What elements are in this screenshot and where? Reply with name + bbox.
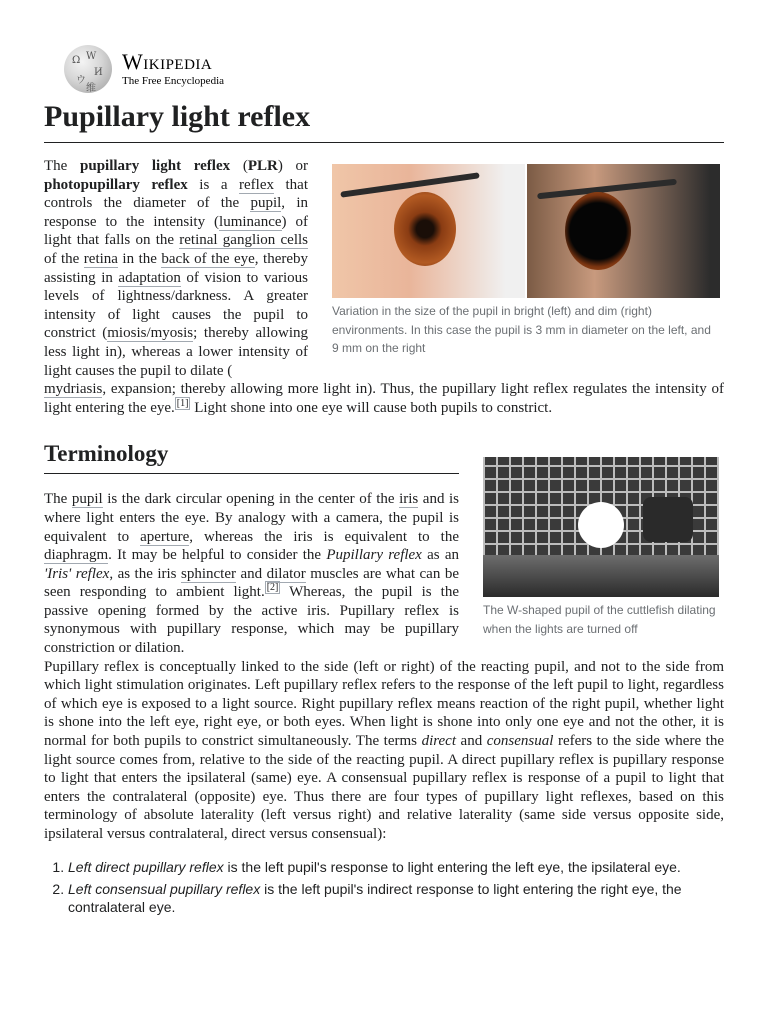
terminology-paragraph-1: The pupil is the dark circular opening in the center of the iris and is where light enters the eye. By analogy with a camera, the pupil is equivalent to aperture, whereas the iris is equivalent to the diaphragm. It may be helpful to consider the Pupillary reflex as an 'Iris' reflex, as the iris sphincter and dilator muscles are what can be seen responding to ambient light. [2] Whereas, the pupil is the passive opening formed by the active iris. Pupillary reflex is synonymous with pupillary response, which may be pupillary constriction or dilation. — [44, 491, 459, 657]
intro-paragraph: The pupillary light reflex (PLR) or photopupillary reflex is a reflex that controls the diameter of the pupil, in response to the intensity (luminance) of light that falls on the retinal ganglion cells of the retina in the back of the eye, thereby assisting in adaptation of vision to various levels of lightness/darkness. A greater intensity of light causes the pupil to constrict (miosis/myosis; thereby allowing less light in), whereas a lower intensity of light causes the pupil to dilate ( — [44, 158, 309, 379]
link-miosis[interactable]: miosis/myosis — [107, 325, 194, 342]
intro-paragraph-wrap — [44, 157, 316, 380]
page-title: Pupillary light reflex — [44, 98, 724, 143]
link-sphincter[interactable]: sphincter — [181, 565, 236, 582]
tagline: The Free Encyclopedia — [122, 75, 225, 87]
link-aperture[interactable]: aperture — [140, 528, 190, 545]
terminology-paragraph-2: Pupillary reflex is conceptually linked to the side (left or right) of the reacting pupil, and not to the side from which light stimulation originates. Left pupillary reflex refers to the response of the left pupil to light, regardless of which eye is exposed to a light source. Right pupillary reflex means reaction of the right pupil, whether light is shone into the left eye, right eye, or both eyes. When light is shone into only one eye and not the other, it is normal for both pupils to constrict simultaneously. The terms direct and consensual refers to the side where the light source comes from, relative to the side of the reacting pupil. A direct pupillary reflex is pupillary response to light that enters the ipsilateral (same) eye. A consensual pupillary reflex is response of a pupil to light that enters the contralateral (opposite) eye. Thus there are four types of pupillary light reflexes, based on this terminology of absolute laterality (left versus right) and relative laterality (same side versus opposite side, ipsilateral versus contralateral, direct versus consensual): — [44, 658, 724, 842]
wordmark: Wikipedia — [122, 49, 213, 74]
reference-2[interactable]: [2] — [266, 582, 279, 594]
link-pupil[interactable]: pupil — [71, 491, 103, 508]
list-item: 2. Left consensual pupillary reflex is the left pupil's indirect response to light entering the right eye, the contralateral eye. — [68, 880, 724, 916]
figure-caption: The W-shaped pupil of the cuttlefish dilating when the lights are turned off — [483, 603, 716, 636]
eye-dim-image — [527, 164, 720, 298]
figure-pupil-variation-image[interactable] — [332, 164, 720, 298]
eye-bright-image — [332, 164, 525, 298]
link-retina[interactable]: retina — [83, 250, 118, 267]
reference-1[interactable]: [1] — [176, 397, 189, 409]
article — [44, 44, 724, 920]
link-back-of-eye[interactable]: back of the eye — [161, 250, 255, 267]
figure-cuttlefish-image[interactable] — [483, 457, 719, 597]
bold-term: pupillary light reflex — [80, 158, 231, 174]
wikipedia-logo[interactable] — [44, 44, 724, 94]
list-item: 1. Left direct pupillary reflex is the left pupil's response to light entering the left eye, the ipsilateral eye. — [68, 858, 724, 876]
figure-pupil-variation — [332, 164, 720, 358]
intro-paragraph-cont: mydriasis, expansion; thereby allowing more light in). Thus, the pupillary light reflex regulates the intensity of light entering the eye. [1] Light shone into one eye will cause both pupils to constrict. — [44, 381, 724, 416]
link-pupil[interactable]: pupil — [250, 195, 282, 212]
link-adaptation[interactable]: adaptation — [118, 269, 181, 286]
link-iris[interactable]: iris — [399, 491, 419, 508]
wikipedia-globe-icon: Ω W И ウ 维 — [64, 45, 112, 93]
link-mydriasis[interactable]: mydriasis — [44, 381, 103, 398]
link-dilator[interactable]: dilator — [266, 565, 306, 582]
link-luminance[interactable]: luminance — [219, 213, 282, 230]
link-reflex[interactable]: reflex — [239, 176, 274, 193]
figure-caption: Variation in the size of the pupil in bright (left) and dim (right) environments. In this case the pupil is 3 mm in diameter on the left, and 9 mm on the right — [332, 304, 711, 355]
section-heading-terminology: Terminology — [44, 439, 459, 474]
link-diaphragm[interactable]: diaphragm — [44, 547, 109, 564]
link-retinal-ganglion-cells[interactable]: retinal ganglion cells — [179, 232, 309, 249]
reflex-types-list — [44, 858, 724, 916]
figure-cuttlefish — [483, 457, 719, 638]
